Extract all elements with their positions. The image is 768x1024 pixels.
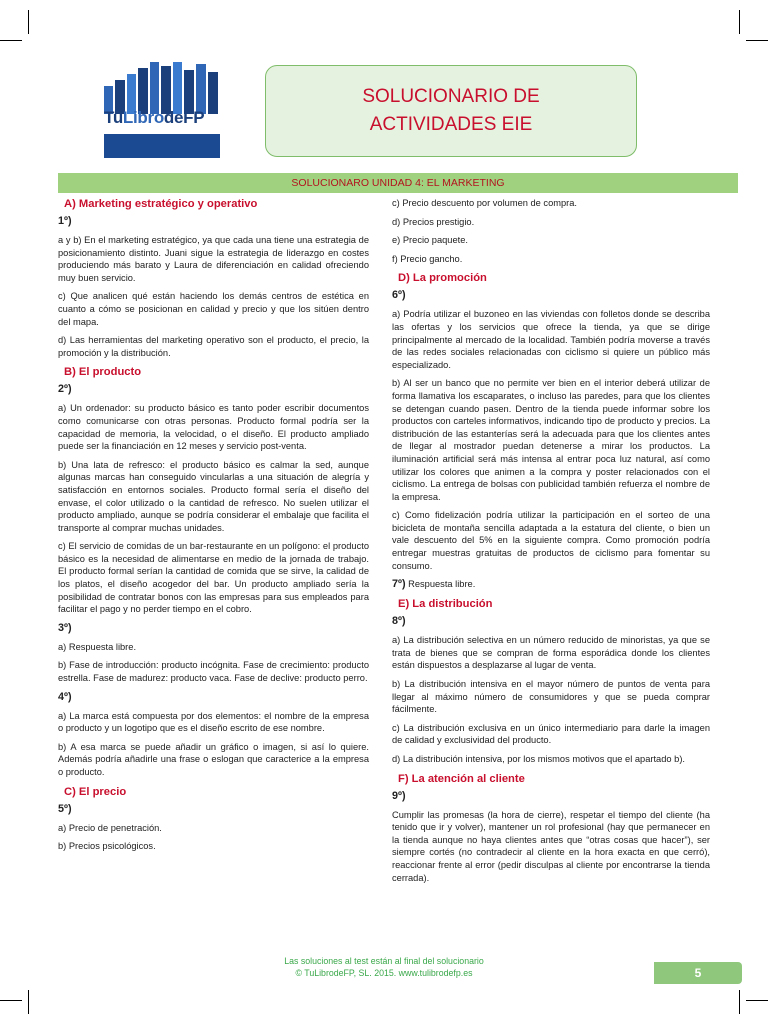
crop-mark-bottom-right-v <box>739 990 740 1014</box>
answer-paragraph: a) Respuesta libre. <box>58 641 137 652</box>
page-number-tab: 5 <box>654 962 742 984</box>
crop-mark-top-right-v <box>739 10 740 34</box>
crop-mark-bottom-left-h <box>0 1000 22 1001</box>
answer-paragraph: a) La marca está compuesta por dos elementos: el nombre de la empresa o producto y un logotipo que es el diseño escrito de ese nombre. <box>58 710 369 734</box>
section-heading-e: E) La distribución <box>398 598 493 611</box>
section-heading-f: F) La atención al cliente <box>398 772 525 785</box>
question-number: 3º) <box>58 621 72 634</box>
answer-paragraph: c) El servicio de comidas de un bar-restaurante en un polígono: el producto básico es la necesidad de alimentarse en medio de la jornada de trabajo. El producto formal serían la cantidad de comida que se sirve, la calidad de los platos, el diseño acogedor del bar. Un producto ampliado sería la posibilidad de contratar bonos con las empresas para sus empleados para facilitar el pago y no perder tiempo en el cobro. <box>58 541 369 615</box>
crop-mark-top-left-v <box>28 10 29 34</box>
crop-mark-top-left-h <box>0 40 22 41</box>
answer-text: Respuesta libre. <box>405 579 476 590</box>
document-title-line2: ACTIVIDADES EIE <box>369 114 533 135</box>
question-number: 6º) <box>392 289 406 302</box>
answer-paragraph: d) Las herramientas del marketing operativo son el producto, el precio, la promoción y la distribución. <box>58 335 369 358</box>
document-title-box <box>265 65 637 157</box>
answer-paragraph: d) Precios prestigio. <box>392 216 475 227</box>
question-number: 7º) <box>392 578 406 591</box>
answer-paragraph: a y b) En el marketing estratégico, ya que cada una tiene una estrategia de posicionamiento distinto. Juani sigue la estrategia de liderazgo en costes produciendo más barato y Laura de diferenciación en calidad ofreciendo muy buen servicio. <box>58 235 369 283</box>
left-column <box>58 197 369 859</box>
question-number: 9º) <box>392 789 406 802</box>
section-heading-d: D) La promoción <box>398 272 487 285</box>
question-number: 4º) <box>58 690 72 703</box>
answer-paragraph: a) Podría utilizar el buzoneo en las viviendas con folletos donde se describa las ofertas y los servicios que ofrece la tienda, ya que se dirige principalmente al mercado de la localidad. También podría moverse a través de las redes sociales relacionadas con ciclismo si quiere un público más especializado. <box>392 309 710 370</box>
question-number: 2º) <box>58 383 72 396</box>
answer-paragraph: a) La distribución selectiva en un número reducido de minoristas, ya que se trata de bienes que se compran de forma esporádica donde los clientes están dispuestos a desplazarse al lugar de venta. <box>392 635 710 671</box>
answer-paragraph: a) Precio de penetración. <box>58 822 162 833</box>
answer-paragraph: b) Fase de introducción: producto incógnita. Fase de crecimiento: producto estrella. Fase de madurez: producto vaca. Fase de declive: producto perro. <box>58 660 369 684</box>
logo-book-bars <box>104 62 220 114</box>
document-title-line1: SOLUCIONARIO DE <box>362 86 540 107</box>
answer-paragraph: a) Un ordenador: su producto básico es tanto poder escribir documentos como comunicarse con otras personas. Producto formal podría ser la capacidad de memoria, la velocidad, o el diseño. El producto ampliado puede ser la financiación en 12 meses y servicio post-venta. <box>58 403 369 452</box>
answer-paragraph: b) Una lata de refresco: el producto básico es calmar la sed, aunque algunas marcas han conseguido vincularlas a una situación de alegría y satisfacción en entornos sociales. Producto formal sería el diseño del envase, el color utilizado o la cantidad de refresco. No suelen utilizar el producto ampliado, aunque se podría considerar el embalaje que facilita el transporte al comprar muchas unidades. <box>58 459 369 533</box>
answer-paragraph: b) La distribución intensiva en el mayor número de puntos de venta para llegar al máximo número de consumidores y que se pueda comprar fácilmente. <box>392 679 710 715</box>
crop-mark-bottom-right-h <box>746 1000 768 1001</box>
section-heading-c: C) El precio <box>64 785 127 798</box>
answer-paragraph: c) Precio descuento por volumen de compra. <box>392 198 577 208</box>
page-footer <box>250 956 518 979</box>
answer-paragraph: b) Precios psicológicos. <box>58 841 156 852</box>
section-heading-a: A) Marketing estratégico y operativo <box>64 198 258 210</box>
crop-mark-top-right-h <box>746 40 768 41</box>
answer-paragraph: Cumplir las promesas (la hora de cierre), respetar el tiempo del cliente (ha tenido que ir y volver), mantener un rol profesional (hay que permanecer en la tienda aunque no haya clientes antes que “otras cosas que hacer”), ser siempre cortés (no contradecir al cliente en la hora exacta en que cerró), reaccionar frente al error (pedir disculpas al cliente por encontrarse la tienda cerrada). <box>392 809 710 883</box>
answer-paragraph: c) La distribución exclusiva en un único intermediario para darle la imagen de calidad y exclusividad del producto. <box>392 722 710 746</box>
answer-paragraph: c) Que analicen qué están haciendo los demás centros de estética en cuanto a cómo se posicionan en calidad y precio y que los sitúen dentro del mapa. <box>58 291 369 327</box>
answer-paragraph: b) A esa marca se puede añadir un gráfico o imagen, si así lo quiere. Además podría añadirle una frase o eslogan que caracterice a la empresa o producto. <box>58 741 369 777</box>
logo-base-bar <box>104 134 220 158</box>
right-column <box>392 197 710 890</box>
publisher-logo <box>104 62 220 158</box>
footer-note: Las soluciones al test están al final del solucionario <box>284 956 484 966</box>
answer-paragraph: e) Precio paquete. <box>392 235 468 246</box>
section-heading-b: B) El producto <box>64 366 142 379</box>
answer-paragraph: d) La distribución intensiva, por los mismos motivos que el apartado b). <box>392 754 685 764</box>
question-number: 8º) <box>392 615 406 628</box>
answer-paragraph: f) Precio gancho. <box>392 253 463 264</box>
answer-paragraph <box>392 578 710 591</box>
footer-copyright: © TuLibrodeFP, SL. 2015. www.tulibrodefp.es <box>295 967 473 978</box>
question-number: 5º) <box>58 802 72 815</box>
answer-paragraph: c) Como fidelización podría utilizar la participación en el sorteo de una bicicleta de montaña sencilla adaptada a la estatura del cliente, o bien un vale descuento del 5% en la siguiente compra. Como promoción podría entregar muestras gratuitas de productos de ciclismo para fomentar su consumo. <box>392 510 710 571</box>
crop-mark-bottom-left-v <box>28 990 29 1014</box>
logo-wordmark: TuLibrodeFP <box>104 108 205 127</box>
unit-title-bar: SOLUCIONARO UNIDAD 4: EL MARKETING <box>58 173 738 193</box>
answer-paragraph: b) Al ser un banco que no permite ver bien en el interior deberá utilizar de forma llamativa los escaparates, o incluso las paredes, para que los clientes se detengan cuando pasen. Dentro de la tienda puede informar sobre los productos con carteles informativos, indicando tipo de producto y precios. La distribución de las estanterías será la adecuada para que los clientes antes de llegar al mostrador puedan detenerse a mirar los productos. La iluminación artificial será más intensa al entrar poca luz natural, así como utilizar los colores que animen a la compra y poster relacionados con el ciclismo. La entrega de bolsas con publicidad también refuerza el nombre de la empresa. <box>392 378 710 502</box>
question-number: 1º) <box>58 215 72 227</box>
